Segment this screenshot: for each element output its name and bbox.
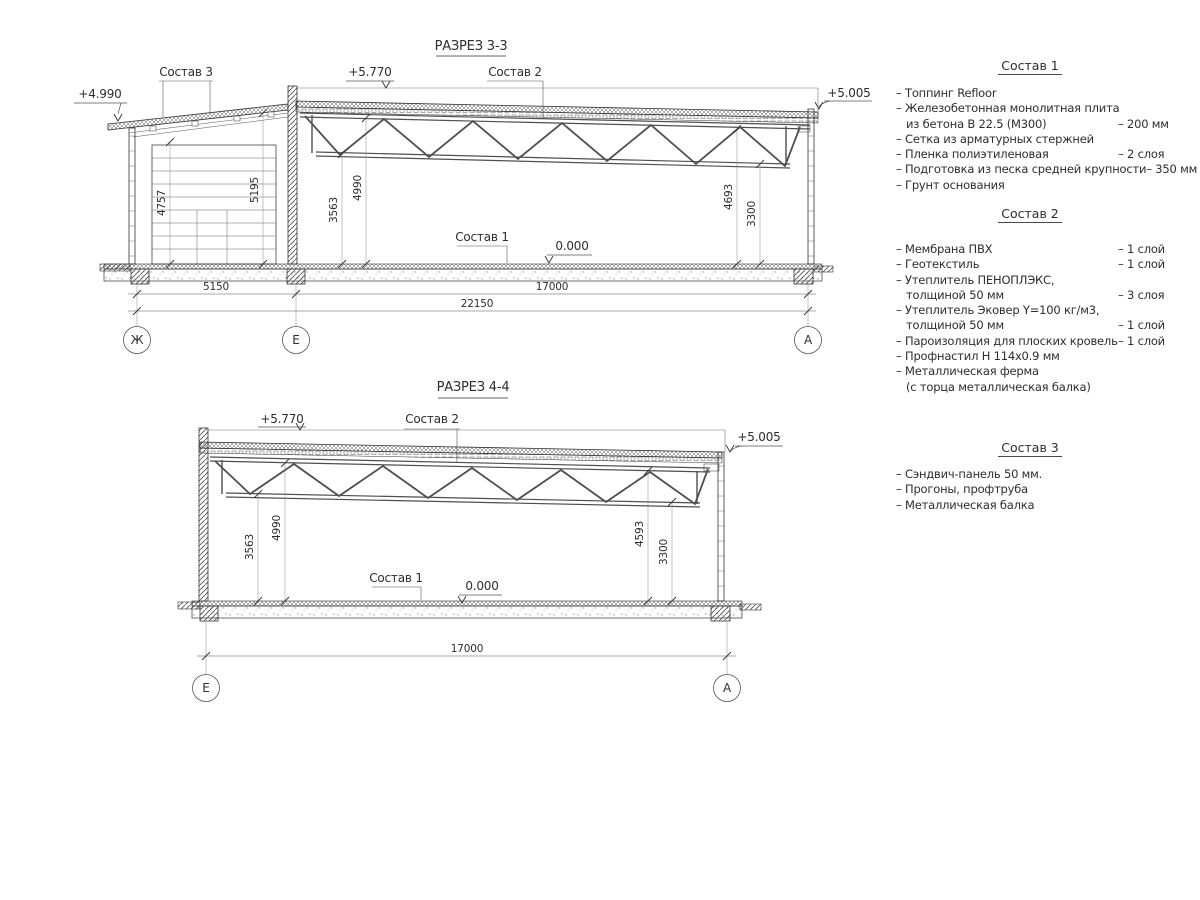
right-ledge	[740, 604, 761, 610]
level-mark-4990: +4.990	[78, 87, 122, 101]
legend-item-text: – Железобетонная монолитная плита	[896, 101, 1120, 116]
legend-item-text: из бетона В 22.5 (М300)	[906, 116, 1047, 131]
level-mark-5770: +5.770	[348, 65, 392, 79]
legend-item-value: – 1 слой	[1118, 257, 1165, 272]
floor-slab	[178, 601, 761, 621]
footing	[711, 606, 730, 621]
legend-item-text: – Топпинг Refloor	[896, 86, 997, 100]
level-mark-5770: +5.770	[260, 412, 304, 426]
legend-item-value: – 350 мм	[1146, 162, 1198, 177]
legend-item-text: – Сэндвич-панель 50 мм.	[896, 467, 1043, 481]
level-mark-5005: +5.005	[827, 86, 871, 100]
legend-item-text: – Сетка из арматурных стержней	[896, 131, 1094, 146]
section-4-4-drawing	[178, 380, 783, 702]
legend-item-text: – Прогоны, профтруба	[896, 482, 1029, 497]
legend-item-value: – 1 слой	[1118, 333, 1165, 348]
legend-item-value: – 1 слой	[1118, 318, 1165, 333]
legend-item-text: – Утеплитель ПЕНОПЛЭКС,	[896, 272, 1055, 287]
legend-title: Состав 1	[884, 58, 1176, 73]
legend-item-value: – 2 слоя	[1118, 147, 1165, 162]
grid-axis-letter: Ж	[130, 333, 144, 347]
horizontal-dimensions	[124, 281, 822, 354]
legend-item-text: толщиной 50 мм	[906, 287, 1004, 302]
section-3-3-title: РАЗРЕЗ 3-3	[434, 39, 508, 54]
annex-left-wall	[129, 128, 135, 264]
dim-label: 17000	[450, 643, 484, 655]
left-ledge	[178, 602, 200, 609]
sostav3-callout: Состав 3	[159, 65, 213, 79]
dim-label: 4593	[634, 521, 646, 547]
dim-label: 5195	[249, 177, 261, 203]
right-ledge	[814, 266, 833, 272]
legend-item-text: – Профнастил Н 114х0.9 мм	[896, 349, 1060, 364]
axis-a-wall	[718, 452, 724, 601]
legend-item-text: – Мембрана ПВХ	[896, 242, 993, 256]
legend-item-value: – 200 мм	[1118, 116, 1169, 131]
left-ledge	[100, 264, 130, 271]
legend-item-text: толщиной 50 мм	[906, 318, 1004, 333]
footing	[200, 606, 218, 621]
horizontal-dimensions	[193, 622, 741, 702]
dim-label: 5150	[203, 281, 229, 293]
dim-label: 4693	[723, 184, 735, 210]
dim-label: 17000	[535, 281, 569, 293]
legend-item-text: – Грунт основания	[896, 177, 1005, 192]
dim-label: 3300	[658, 539, 670, 565]
legend-item-text: – Утеплитель Эковер Y=100 кг/м3,	[896, 303, 1100, 318]
level-mark-0000: 0.000	[555, 239, 589, 253]
legend-item-value: – 1 слой	[1118, 242, 1165, 256]
legend-item-text: – Металлическая ферма	[896, 364, 1039, 379]
grid-axis-letter: Е	[202, 681, 210, 695]
dim-label: 22150	[460, 298, 494, 310]
grid-axis-letter: А	[722, 681, 732, 695]
footing	[131, 269, 149, 284]
dim-label: 4990	[352, 175, 364, 201]
dim-label: 3563	[244, 534, 256, 560]
legend-item-text: – Подготовка из песка средней крупности	[896, 162, 1147, 177]
dim-label: 4990	[271, 515, 283, 541]
sectional-door	[152, 145, 276, 264]
sostav1-callout: Состав 1	[369, 571, 423, 585]
truss-bottom-chord	[226, 493, 700, 507]
legend-title: Состав 2	[884, 206, 1176, 221]
level-mark-5005: +5.005	[737, 430, 781, 444]
truss-bottom-chord	[316, 152, 790, 168]
section-3-3-drawing	[74, 39, 872, 354]
dim-label: 3300	[746, 201, 758, 227]
axis-e-wall	[199, 428, 208, 601]
section-4-4-title: РАЗРЕЗ 4-4	[436, 380, 510, 395]
legend-title: Состав 3	[884, 440, 1176, 455]
axis-e-wall	[288, 86, 297, 264]
legend-item-value: – 3 слоя	[1118, 287, 1165, 302]
vertical-dimensions	[156, 109, 764, 268]
grid-axis-letter: Е	[292, 333, 300, 347]
grid-axis-letter: А	[803, 333, 813, 347]
legend-item-text: – Металлическая балка	[896, 497, 1035, 512]
legend-item-text: – Пленка полиэтиленовая	[896, 147, 1049, 162]
level-mark-0000: 0.000	[465, 579, 499, 593]
callout-labels	[74, 65, 872, 263]
callout-labels	[258, 412, 783, 603]
legend-item-text: – Геотекстиль	[896, 257, 980, 272]
sostav1-callout: Состав 1	[455, 230, 509, 244]
dim-label: 3563	[328, 197, 340, 223]
legend-item-text: (с торца металлическая балка)	[906, 379, 1091, 394]
vertical-dimensions	[244, 459, 676, 605]
dim-label: 4757	[156, 190, 168, 216]
footing	[794, 269, 813, 284]
sostav2-callout: Состав 2	[488, 65, 542, 79]
sostav2-callout: Состав 2	[405, 412, 459, 426]
footing	[287, 269, 305, 284]
legend-item-text: – Пароизоляция для плоских кровель	[896, 333, 1118, 348]
axis-a-wall	[808, 109, 814, 264]
